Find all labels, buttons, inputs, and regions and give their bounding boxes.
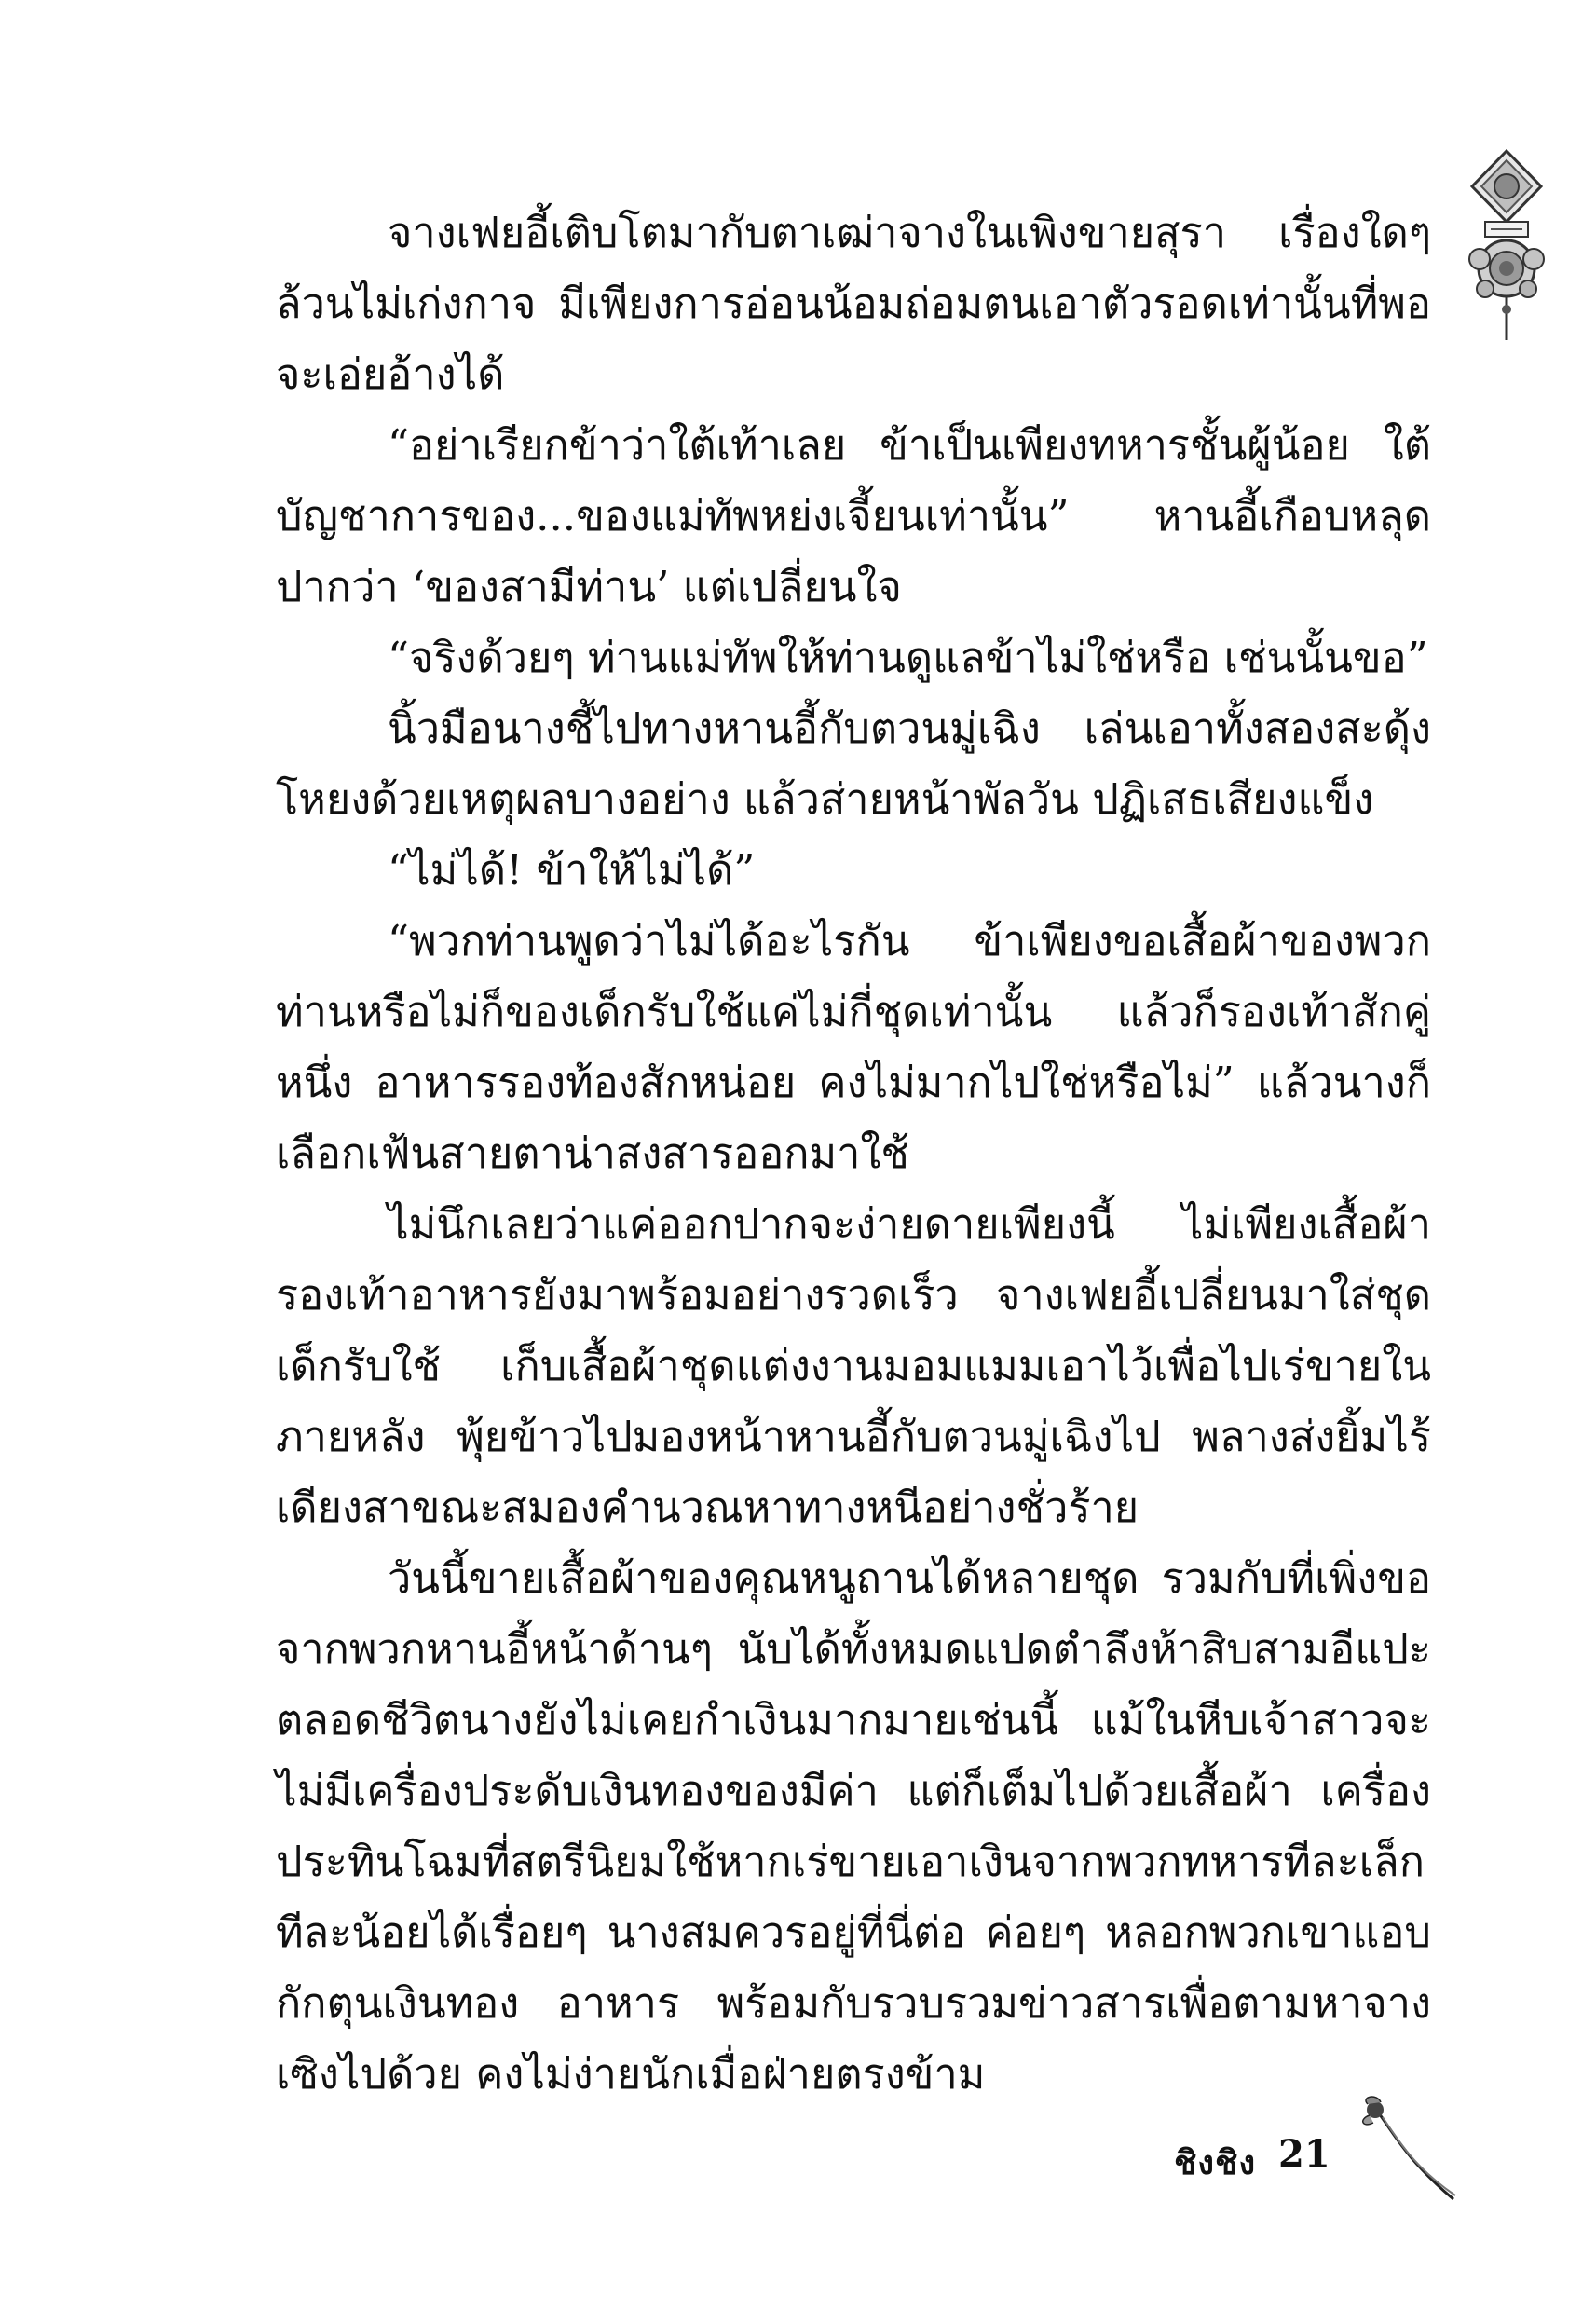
paragraph: “ไม่ได้! ข้าให้ไม่ได้” xyxy=(388,845,756,895)
paragraph: “พวกท่านพูดว่าไม่ได้อะไรกัน ข้าเพียงขอเสื้อผ้าของพวกท่านหรือไม่ก็ของเด็กรับใช้แค่ไม่กี่ชุดเท่านั้น แล้วก็รองเท้าสักคู่หนึ่ง อาหารรองท้องสักหน่อย คงไม่มากไปใช่หรือไม่” แล้วนางก็เลือกเฟ้นสายตาน่าสงสารออกมาใช้ xyxy=(276,916,1431,1178)
body-text xyxy=(276,198,1431,2110)
paragraph: “จริงด้วยๆ ท่านแม่ทัพให้ท่านดูแลข้าไม่ใช่หรือ เช่นนั้นขอ” xyxy=(388,633,1428,682)
page-footer xyxy=(1174,2123,1565,2216)
paragraph: วันนี้ขายเสื้อผ้าของคุณหนูถานได้หลายชุด รวมกับที่เพิ่งขอจากพวกหานอี้หน้าด้านๆ นับได้ทั้งหมดแปดตำลึงห้าสิบสามอีแปะ ตลอดชีวิตนางยังไม่เคยกำเงินมากมายเช่นนี้ แม้ในหีบเจ้าสาวจะไม่มีเครื่องประดับเงินทองของมีค่า แต่ก็เต็มไปด้วยเสื้อผ้า เครื่องประทินโฉมที่สตรีนิยมใช้หากเร่ขายเอาเงินจากพวกทหารทีละเล็กทีละน้อยได้เรื่อยๆ นางสมควรอยู่ที่นี่ต่อ ค่อยๆ หลอกพวกเขาแอบกักตุนเงินทอง อาหาร พร้อมกับรวบรวมข่าวสารเพื่อตามหาจางเซิงไปด้วย คงไม่ง่ายนักเมื่อฝ่ายตรงข้าม xyxy=(276,1553,1431,2099)
page-number: 21 xyxy=(1278,2132,1330,2176)
book-title: ชิงชิง xyxy=(1174,2143,1257,2182)
paragraph: ไม่นึกเลยว่าแค่ออกปากจะง่ายดายเพียงนี้ ไม่เพียงเสื้อผ้ารองเท้าอาหารยังมาพร้อมอย่างรวดเร็ว จางเฟยอี้เปลี่ยนมาใส่ชุดเด็กรับใช้ เก็บเสื้อผ้าชุดแต่งงานมอมแมมเอาไว้เพื่อไปเร่ขายในภายหลัง พุ้ยข้าวไปมองหน้าหานอี้กับตวนมู่เฉิงไป พลางส่งยิ้มไร้เดียงสาขณะสมองคำนวณหาทางหนีอย่างชั่วร้าย xyxy=(276,1199,1431,1532)
paragraph: “อย่าเรียกข้าว่าใต้เท้าเลย ข้าเป็นเพียงทหารชั้นผู้น้อย ใต้บัญชาการของ...ของแม่ทัพหย่งเจี้ยนเท่านั้น” หานอี้เกือบหลุดปากว่า ‘ของสามีท่าน’ แต่เปลี่ยนใจ xyxy=(276,420,1431,611)
ornament-emblem-icon xyxy=(1465,149,1548,345)
paragraph: นิ้วมือนางชี้ไปทางหานอี้กับตวนมู่เฉิง เล่นเอาทั้งสองสะดุ้งโหยงด้วยเหตุผลบางอย่าง แล้วส่ายหน้าพัลวัน ปฏิเสธเสียงแข็ง xyxy=(276,704,1431,824)
flower-sprig-icon xyxy=(1351,2095,1463,2207)
paragraph: จางเฟยอี้เติบโตมากับตาเฒ่าจางในเพิงขายสุรา เรื่องใดๆ ล้วนไม่เก่งกาจ มีเพียงการอ่อนน้อมถ่อมตนเอาตัวรอดเท่านั้นที่พอจะเอ่ยอ้างได้ xyxy=(276,208,1431,399)
